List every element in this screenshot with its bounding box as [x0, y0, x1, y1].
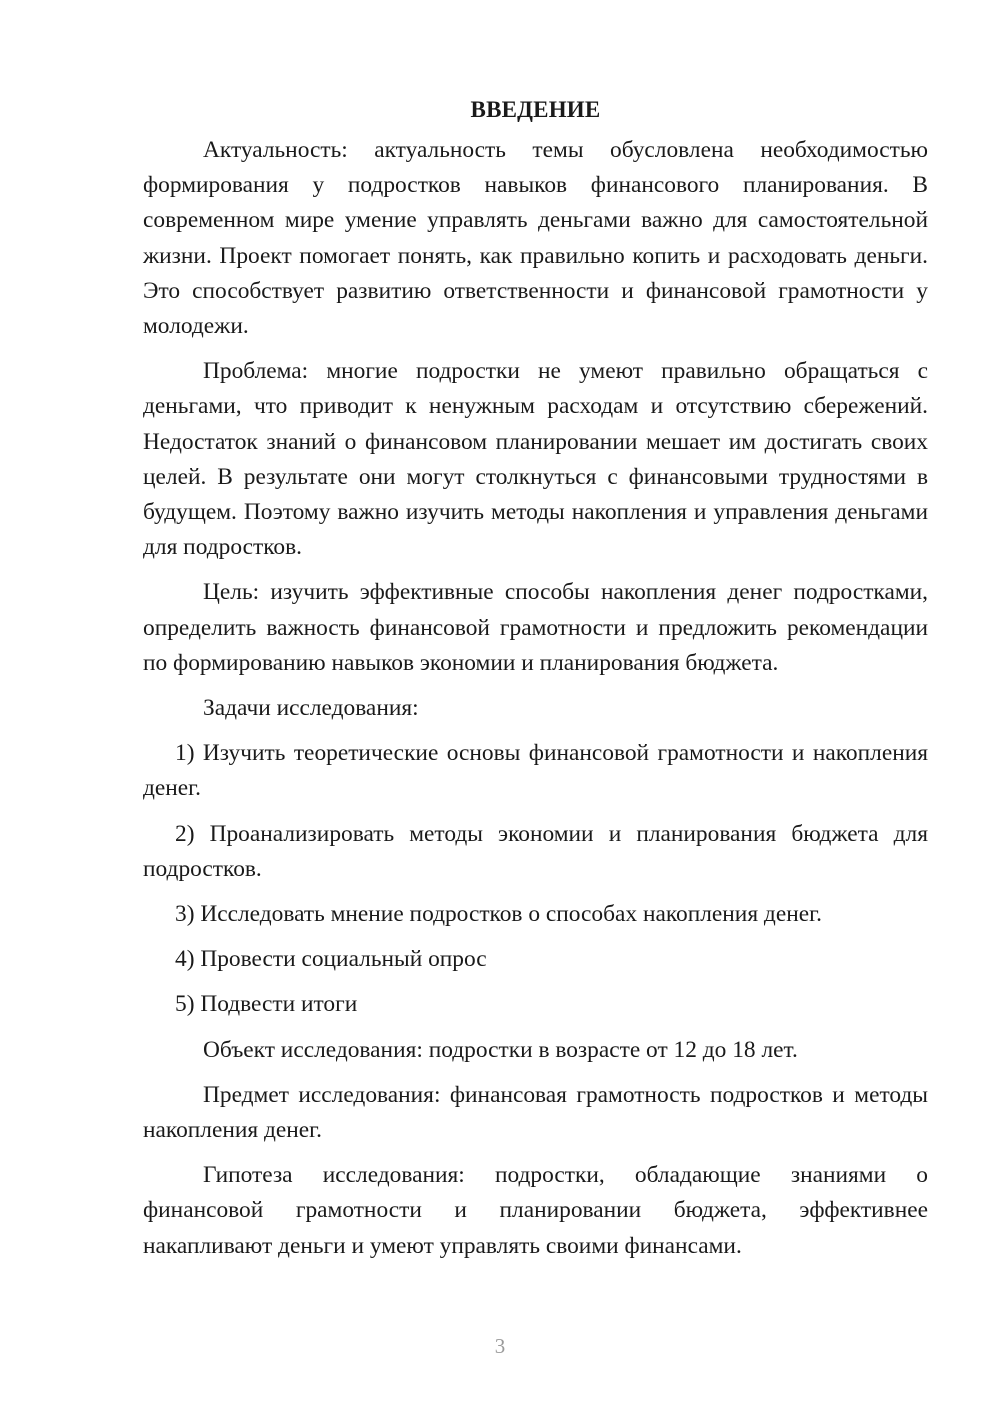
page-title: ВВЕДЕНИЕ [470, 97, 601, 122]
tasks-list [143, 736, 928, 1022]
relevance-paragraph: Актуальность: актуальность темы обусловлена необходимостью формирования у подростков навыков финансового планирования. В современном мире умение управлять деньгами важно для самостоятельной жизни. Проект помогает понять, как правильно копить и расходовать деньги. Это способствует развитию ответственности и финансовой грамотности у молодежи. [143, 137, 928, 340]
list-item: 4) Провести социальный опрос [175, 946, 487, 973]
page-number: 3 [494, 1334, 506, 1358]
document-page [143, 92, 928, 1274]
list-item: 5) Подвести итоги [175, 991, 358, 1018]
object-paragraph: Объект исследования: подростки в возрасте от 12 до 18 лет. [203, 1036, 798, 1063]
list-item: 2) Проанализировать методы экономии и планирования бюджета для подростков. [143, 820, 928, 882]
subject-paragraph: Предмет исследования: финансовая грамотность подростков и методы накопления денег. [143, 1081, 928, 1144]
goal-paragraph: Цель: изучить эффективные способы накопления денег подростками, определить важность финансовой грамотности и предложить рекомендации по формированию навыков экономии и планирования бюджета. [143, 579, 928, 676]
hypothesis-paragraph: Гипотеза исследования: подростки, обладающие знаниями о финансовой грамотности и планировании бюджета, эффективнее накапливают деньги и умеют управлять своими финансами. [143, 1162, 928, 1259]
tasks-heading: Задачи исследования: [203, 695, 419, 722]
list-item: 3) Исследовать мнение подростков о способах накопления денег. [175, 901, 822, 928]
problem-paragraph: Проблема: многие подростки не умеют правильно обращаться с деньгами, что приводит к ненужным расходам и отсутствию сбережений. Недостаток знаний о финансовом планировании мешает им достигать своих целей. В результате они могут столкнуться с финансовыми трудностями в будущем. Поэтому важно изучить методы накопления и управления деньгами для подростков. [143, 358, 928, 561]
list-item: 1) Изучить теоретические основы финансовой грамотности и накопления денег. [143, 740, 928, 802]
